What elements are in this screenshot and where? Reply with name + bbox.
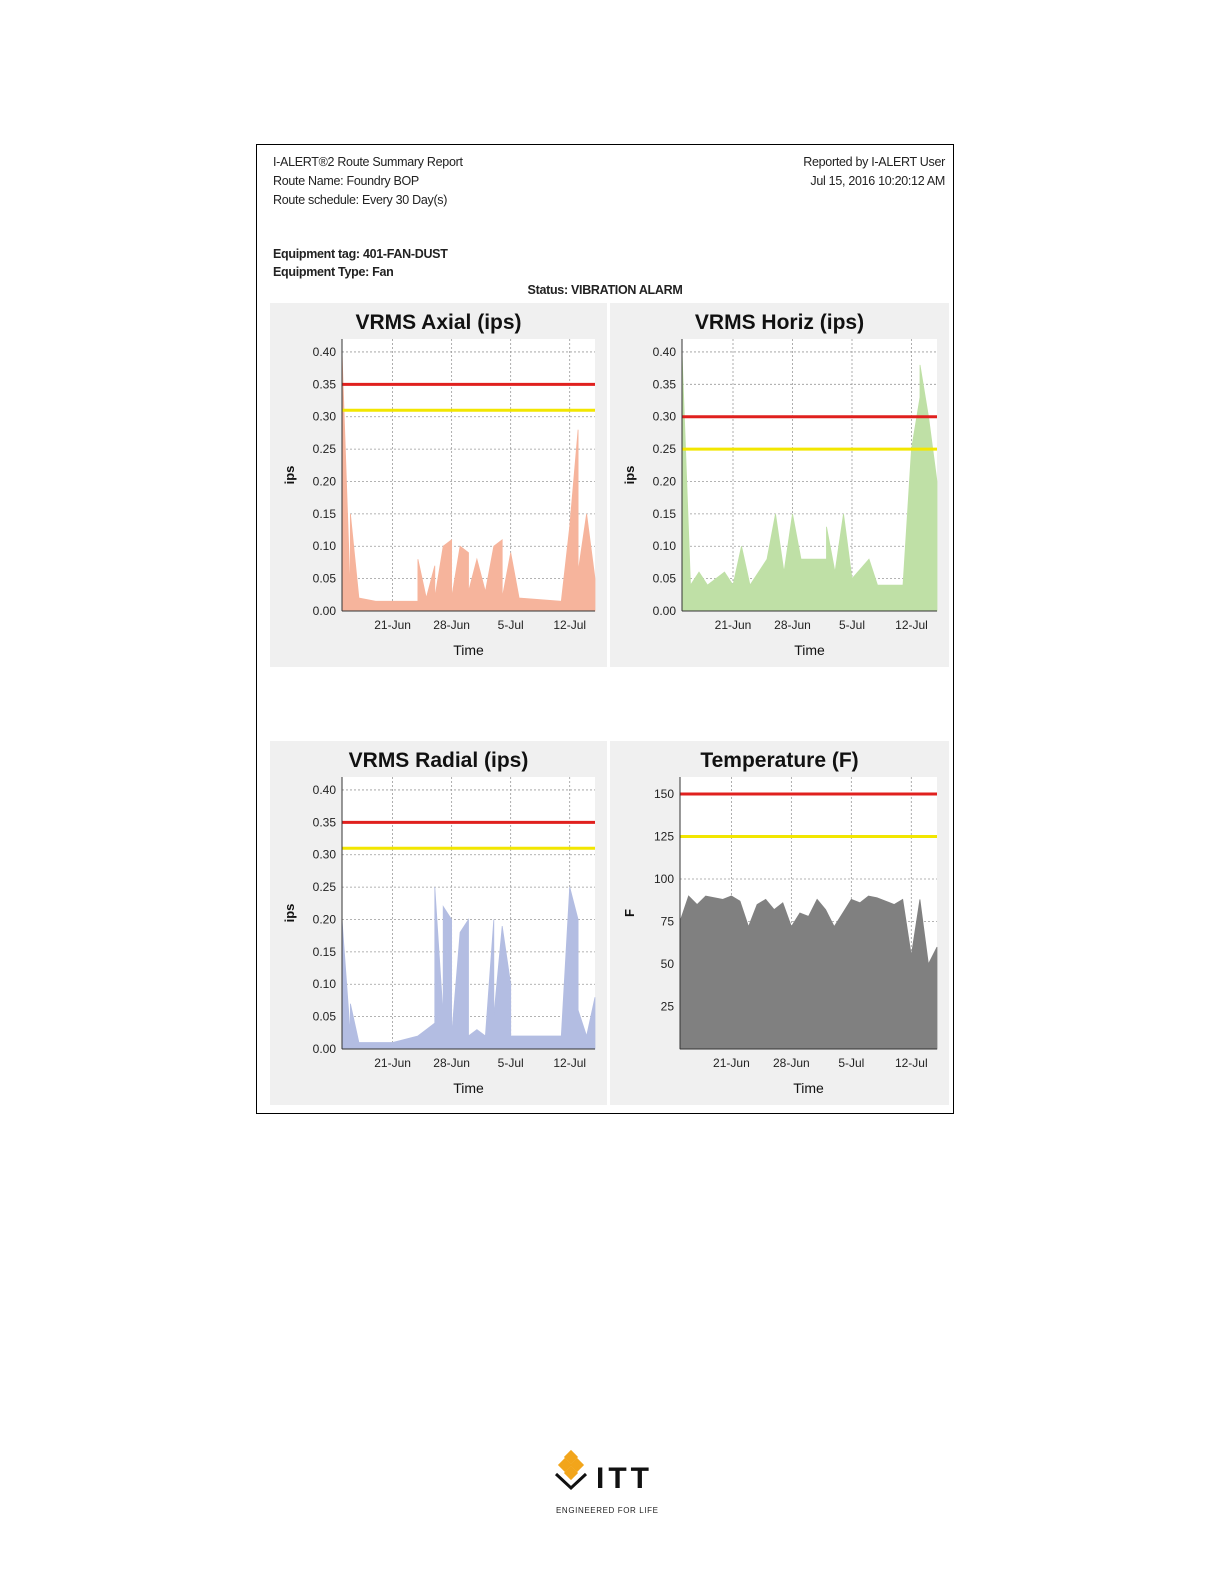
chart-panel-temperature — [610, 741, 949, 1105]
chart-title: VRMS Radial (ips) — [348, 749, 529, 772]
y-tick-label: 150 — [653, 787, 674, 801]
y-tick-label: 125 — [653, 829, 674, 844]
y-tick-label: 0.05 — [312, 571, 336, 586]
y-tick-label: 100 — [653, 872, 674, 886]
equipment-tag: Equipment tag: 401-FAN-DUST — [273, 247, 448, 261]
route-name: Route Name: Foundry BOP — [273, 174, 419, 188]
y-tick-label: 0.10 — [312, 539, 336, 554]
y-tick-label: 0.30 — [312, 409, 336, 424]
chart-svg-0 — [270, 303, 607, 667]
y-tick-label: 0.15 — [312, 944, 336, 959]
x-tick-label: 21-Jun — [713, 1056, 750, 1070]
x-tick-label: 12-Jul — [553, 1056, 587, 1070]
y-tick-label: 0.40 — [652, 344, 676, 359]
y-tick-label: 0.25 — [312, 442, 336, 457]
y-tick-label: 0.35 — [652, 377, 676, 392]
y-tick-label: 0.20 — [312, 474, 336, 489]
y-tick-label: 75 — [660, 914, 674, 929]
x-tick-label: 28-Jun — [774, 618, 811, 632]
x-tick-label: 28-Jun — [433, 1056, 470, 1070]
equipment-status: Status: VIBRATION ALARM — [527, 283, 683, 297]
report-header-right — [803, 153, 945, 191]
x-tick-label: 12-Jul — [895, 618, 928, 632]
equipment-type: Equipment Type: Fan — [273, 265, 394, 279]
report-datetime: Jul 15, 2016 10:20:12 AM — [810, 174, 945, 188]
y-axis-label: F — [622, 909, 637, 917]
y-tick-label: 50 — [660, 957, 674, 971]
y-tick-label: 0.00 — [652, 604, 676, 618]
chart-svg-3 — [610, 741, 949, 1105]
y-axis-label: ips — [282, 903, 297, 923]
x-tick-label: 5-Jul — [838, 1056, 865, 1070]
y-tick-label: 0.35 — [312, 815, 336, 830]
reported-by: Reported by I-ALERT User — [803, 155, 945, 169]
x-tick-label: 21-Jun — [374, 618, 411, 632]
y-tick-label: 0.10 — [652, 539, 676, 554]
logo-wordmark: ITT — [596, 1462, 653, 1495]
y-tick-label: 0.30 — [652, 409, 676, 424]
x-tick-label: 5-Jul — [497, 1056, 524, 1070]
y-tick-label: 0.40 — [312, 782, 336, 797]
x-tick-label: 28-Jun — [773, 1056, 810, 1070]
y-tick-label: 0.10 — [312, 977, 336, 992]
route-schedule: Route schedule: Every 30 Day(s) — [273, 193, 448, 207]
chart-svg-1 — [610, 303, 949, 667]
x-tick-label: 21-Jun — [374, 1056, 411, 1070]
x-tick-label: 28-Jun — [433, 618, 470, 632]
chart-panel-vrms-radial — [270, 741, 607, 1105]
series-area-0 — [680, 896, 937, 1049]
logo-tagline: ENGINEERED FOR LIFE — [556, 1506, 659, 1515]
route-summary-report — [256, 144, 954, 1114]
y-tick-label: 0.00 — [312, 1042, 336, 1056]
chart-title: VRMS Horiz (ips) — [694, 311, 865, 334]
y-tick-label: 0.25 — [652, 442, 676, 457]
y-tick-label: 25 — [660, 999, 674, 1014]
x-tick-label: 12-Jul — [553, 618, 587, 632]
equipment-info — [273, 245, 448, 281]
y-tick-label: 0.35 — [312, 377, 336, 392]
y-axis-label: ips — [282, 465, 297, 485]
x-axis-label: Time — [453, 1080, 484, 1096]
x-tick-label: 21-Jun — [714, 618, 752, 632]
y-tick-label: 0.15 — [652, 506, 676, 521]
chart-panel-vrms-horiz — [610, 303, 949, 667]
x-tick-label: 5-Jul — [838, 618, 866, 632]
y-tick-label: 0.40 — [312, 344, 336, 359]
chart-title: Temperature (F) — [700, 749, 859, 772]
y-tick-label: 0.00 — [312, 604, 336, 618]
y-tick-label: 0.25 — [312, 880, 336, 895]
y-tick-label: 0.20 — [652, 474, 676, 489]
chart-title: VRMS Axial (ips) — [355, 311, 522, 334]
y-axis-label: ips — [622, 465, 637, 485]
report-header-left — [273, 153, 463, 210]
y-tick-label: 0.05 — [312, 1009, 336, 1024]
x-axis-label: Time — [453, 642, 484, 658]
y-tick-label: 0.20 — [312, 912, 336, 927]
x-tick-label: 12-Jul — [894, 1056, 928, 1070]
chart-panel-vrms-axial — [270, 303, 607, 667]
x-axis-label: Time — [794, 642, 825, 658]
y-tick-label: 0.15 — [312, 506, 336, 521]
x-tick-label: 5-Jul — [497, 618, 524, 632]
x-axis-label: Time — [793, 1080, 824, 1096]
report-title: I-ALERT®2 Route Summary Report — [273, 155, 463, 169]
y-tick-label: 0.05 — [652, 571, 676, 586]
y-tick-label: 0.30 — [312, 847, 336, 862]
chart-svg-2 — [270, 741, 607, 1105]
